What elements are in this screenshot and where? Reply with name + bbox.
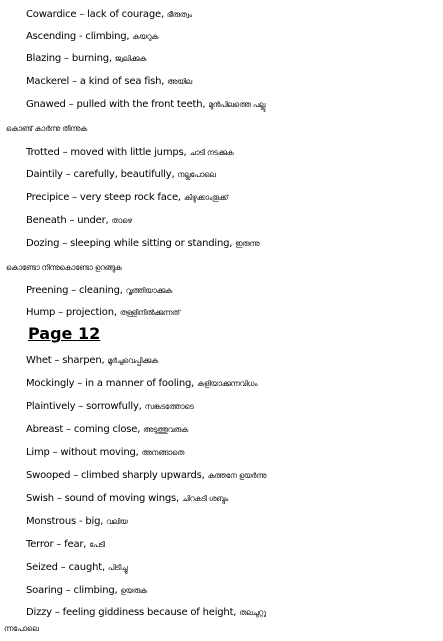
entry-translation: പിടിച്ചു [107, 563, 128, 572]
glossary-entry [26, 229, 443, 256]
entry-translation: മൂർച്ചവെപ്പിക്കുക [107, 356, 158, 365]
entry-term: Whet – sharpen, [26, 355, 108, 366]
section-heading: Page 12 [28, 324, 101, 343]
entry-term: Swish – sound of moving wings, [26, 493, 182, 504]
entry-term: Terror – fear, [26, 539, 90, 550]
entry-translation: സങ്കടത്തോടെ [144, 402, 194, 411]
entry-translation: തള്ളിനിൽക്കുന്നത് [119, 308, 180, 317]
entry-term: Cowardice – lack of courage, [26, 9, 167, 20]
entry-translation: അടുത്തുവരുക [143, 425, 188, 434]
entry-translation: മുൻപിലത്തെ പല്ലു [208, 100, 266, 109]
entry-translation: പേടി [89, 540, 105, 549]
entry-term: Monstrous - big, [26, 516, 107, 527]
entry-term: Mackerel – a kind of sea fish, [26, 76, 168, 87]
entry-translation: ഇരുന്നു [235, 239, 260, 248]
entry-term: Hump – projection, [26, 307, 120, 318]
entry-term: Seized – caught, [26, 562, 108, 573]
entry-translation: കുത്തനേ ഉയർന്നു [207, 471, 267, 480]
entry-translation: ചിറകടി ശബ്ദം [182, 494, 228, 503]
entry-term: Dizzy – feeling giddiness because of height, [26, 607, 240, 618]
entry-translation: താഴെ [111, 216, 132, 225]
entry-translation: നല്ലപോലെ [177, 170, 216, 179]
entry-term: Precipice – very steep rock face, [26, 192, 184, 203]
glossary-entry-continuation [6, 114, 443, 141]
entry-term: Trotted – moved with little jumps, [26, 147, 190, 158]
entry-translation: ഭീരുത്വം [166, 10, 192, 19]
entry-translation: ജ്വലിക്കുക [114, 54, 147, 63]
entry-translation: തലചുറ്റു [239, 608, 266, 617]
entry-translation: കളിയാക്കുന്നവിധം [197, 379, 258, 388]
entry-translation: വലിയ [106, 517, 128, 526]
entry-term: Dozing – sleeping while sitting or standing, [26, 238, 236, 249]
entry-translation: കൊണ്ടോ നിന്നുകൊണ്ടോ ഉറങ്ങുക [6, 263, 122, 272]
entry-term: Beneath – under, [26, 215, 112, 226]
entry-translation: ഉയരുക [120, 586, 147, 595]
entry-term: Mockingly – in a manner of fooling, [26, 378, 198, 389]
entry-translation: കയറുക [132, 32, 159, 41]
entry-term: Daintily – carefully, beautifully, [26, 169, 178, 180]
entry-translation: കിഴുക്കാംതൂക്ക് [183, 193, 228, 202]
entry-term: Limp – without moving, [26, 447, 142, 458]
glossary-entry-continuation [4, 614, 443, 641]
entry-term: Plaintively – sorrowfully, [26, 401, 145, 412]
entry-term: Ascending - climbing, [26, 31, 133, 42]
glossary-entry [26, 90, 443, 117]
entry-translation: വൃത്തിയാക്കുക [125, 286, 173, 295]
entry-term: Blazing – burning, [26, 53, 115, 64]
glossary-entry [26, 298, 443, 325]
entry-translation: കൊണ്ട് കാർന്നു തിന്നുക [6, 124, 87, 133]
entry-translation: അയില [167, 77, 192, 86]
entry-term: Gnawed – pulled with the front teeth, [26, 99, 209, 110]
entry-translation: ന്നപോലെ [4, 624, 39, 633]
entry-translation: അനങ്ങാതെ [141, 448, 185, 457]
entry-translation: ചാടി നടക്കുക [189, 148, 234, 157]
entry-term: Abreast – coming close, [26, 424, 144, 435]
entry-term: Preening – cleaning, [26, 285, 126, 296]
entry-term: Soaring – climbing, [26, 585, 121, 596]
entry-term: Swooped – climbed sharply upwards, [26, 470, 208, 481]
